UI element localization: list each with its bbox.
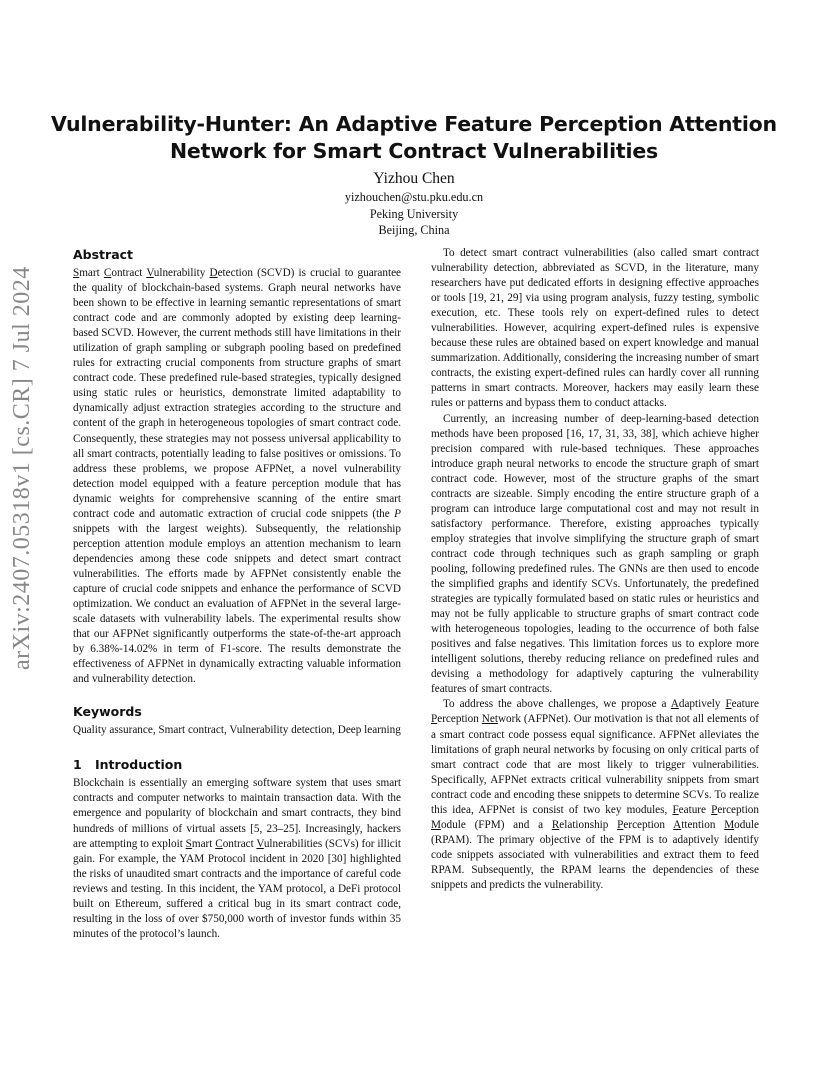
scv-term: Smart Contract Vulnerabilities — [185, 837, 323, 850]
paper-title — [40, 111, 788, 165]
author-name: Yizhou Chen — [373, 170, 455, 187]
arxiv-identifier-stamp: arXiv:2407.05318v1 [cs.CR] 7 Jul 2024 — [9, 266, 35, 670]
abstract-paragraph: Smart Contract Vulnerability Detection (SCVD) is crucial to guarantee the quality of blockchain-based systems. Graph neural networks have been shown to be effective in learning semantic representations of smart contract code and are commonly adopted by existing deep learning-based SCVD. However, the current methods still have limitations in their utilization of graph sampling or subgraph pooling based on predefined rules for extracting crucial components from structure graphs of smart contract code. These predefined rule-based strategies, typically designed using static rules or heuristics, demonstrate limited adaptability to dynamically adjust extraction strategies according to the structure and content of the graph in heterogeneous topologies of smart contract code. Consequently, these strategies may not possess universal applicability to all smart contracts, potentially leading to false positives or omissions. To address these problems, we propose AFPNet, a novel vulnerability detection model equipped with a feature perception module that has dynamic weights for comprehensive scanning of the entire smart contract code and automatic extraction of crucial code snippets (the P snippets with the largest weights). Subsequently, the relationship perception attention module employs an attention mechanism to learn dependencies among these code snippets and detect smart contract vulnerabilities. The efforts made by AFPNet consistently enable the capture of crucial code snippets and enhance the performance of SCVD optimization. We conduct an evaluation of AFPNet in the several large-scale datasets with vulnerability labels. The experimental results show that our AFPNet significantly outperforms the state-of-the-art approach by 6.38%-14.02% in term of F1-score. The results demonstrate the effectiveness of AFPNet in dynamically extracting valuable information and vulnerability detection. — [73, 267, 401, 686]
section-number: 1 — [73, 757, 82, 773]
keywords-heading: Keywords — [73, 704, 142, 720]
p-symbol: P — [394, 507, 401, 520]
title-line-1: Vulnerability-Hunter: An Adaptive Feature Perception Attention — [51, 112, 777, 136]
scvd-term: Smart Contract Vulnerability Detection — [73, 267, 253, 279]
author-institution: Peking University — [369, 206, 459, 221]
title-line-2: Network for Smart Contract Vulnerabilities — [169, 139, 659, 163]
intro-paragraph-2: To detect smart contract vulnerabilities (also called smart contract vulnerability detection, abbreviated as SCVD, in the literature, many researchers have put dedicated efforts in designing effective approaches or tools [19, 21, 29] via using program analysis, fuzzy testing, symbolic execution, etc. These tools rely on expert-defined rules to detect vulnerabilities. However, acquiring expert-defined rules is expensive because these rules are obtained based on expert knowledge and manual summarization. Additionally, considering the increasing number of smart contracts, the existing expert-defined rules can hardly cover all running patterns in smart contracts. Moreover, hackers may easily learn these rules or patterns and bypass them to conduct attacks. — [431, 247, 759, 410]
intro-paragraph-4: To address the above challenges, we propose a Adaptively Feature Perception Network (AFPNet). Our motivation is that not all elements of a smart contract code possess equal significance. AFPNet alleviates the limitations of graph neural networks by focusing on only critical parts of smart contract code that are most likely to trigger vulnerabilities. Specifically, AFPNet extracts critical vulnerability snippets from smart contract code and encoding these snippets to determine SCVs. To realize this idea, AFPNet is consist of two key modules, Feature Perception Module (FPM) and a Relationship Perception Attention Module (RPAM). The primary objective of the FPM is to adaptively identify code snippets associated with vulnerabilities and extract them to feed RPAM. Subsequently, the RPAM learns the dependencies of these snippets and predicts the vulnerability. — [431, 698, 759, 891]
abstract-heading: Abstract — [73, 247, 134, 262]
left-column — [73, 246, 401, 942]
afpnet-term: Adaptively Feature Perception Network — [431, 698, 759, 726]
right-column — [431, 246, 759, 893]
fpm-term: Feature Perception Module — [431, 803, 759, 831]
author-location: Beijing, China — [378, 223, 450, 237]
section-title: Introduction — [95, 757, 183, 773]
author-email: yizhouchen@stu.pku.edu.cn — [344, 190, 484, 204]
intro-paragraph-3: Currently, an increasing number of deep-learning-based detection methods have been proposed [16, 17, 31, 33, 38], which achieve higher precision compared with rule-based techniques. These approaches introduce graph neural networks to encode the structure graph of smart contract code. However, most of the structure graphs of the smart contracts are sizeable. Simply encoding the entire structure graph of a program can introduce large computational cost and may not result in satisfactory performance. Therefore, existing approaches typically employ strategies that involve simplifying the structure graph of smart contract code through techniques such as graph sampling or graph pooling, following predefined rules. The GNNs are then used to encode the simplified graphs and identify SCVs. Unfortunately, the predefined strategies are typically formulated based on static rules or heuristics and may not be fully applicable to structure graphs of smart contract code with heterogeneous topologies, leading to the occurrence of both false positives and false negatives. This limitation forces us to explore more intelligent solutions, thereby reducing reliance on predefined rules and devising a methodology for adaptively capturing the vulnerability features of smart contracts. — [431, 412, 759, 696]
intro-paragraph-1: Blockchain is essentially an emerging software system that uses smart contracts and computer networks to maintain transaction data. With the emergence and popularity of blockchain and smart contracts, they bind hundreds of millions of virtual assets [5, 23–25]. Increasingly, hackers are attempting to exploit Smart Contract Vulnerabilities (SCVs) for illicit gain. For example, the YAM Protocol incident in 2020 [30] highlighted the risks of unaudited smart contracts and the importance of careful code reviews and testing. In this incident, the YAM protocol, a DeFi protocol built on Ethereum, suffered a critical bug in its smart contract code, resulting in the loss of over $750,000 worth of investor funds within 35 minutes of the protocol’s launch. — [73, 777, 401, 940]
keywords-text: Quality assurance, Smart contract, Vulnerability detection, Deep learning — [73, 724, 401, 737]
rpam-term: Relationship Perception Attention Module — [551, 818, 759, 831]
introduction-heading — [73, 756, 401, 774]
author-block — [0, 169, 828, 239]
